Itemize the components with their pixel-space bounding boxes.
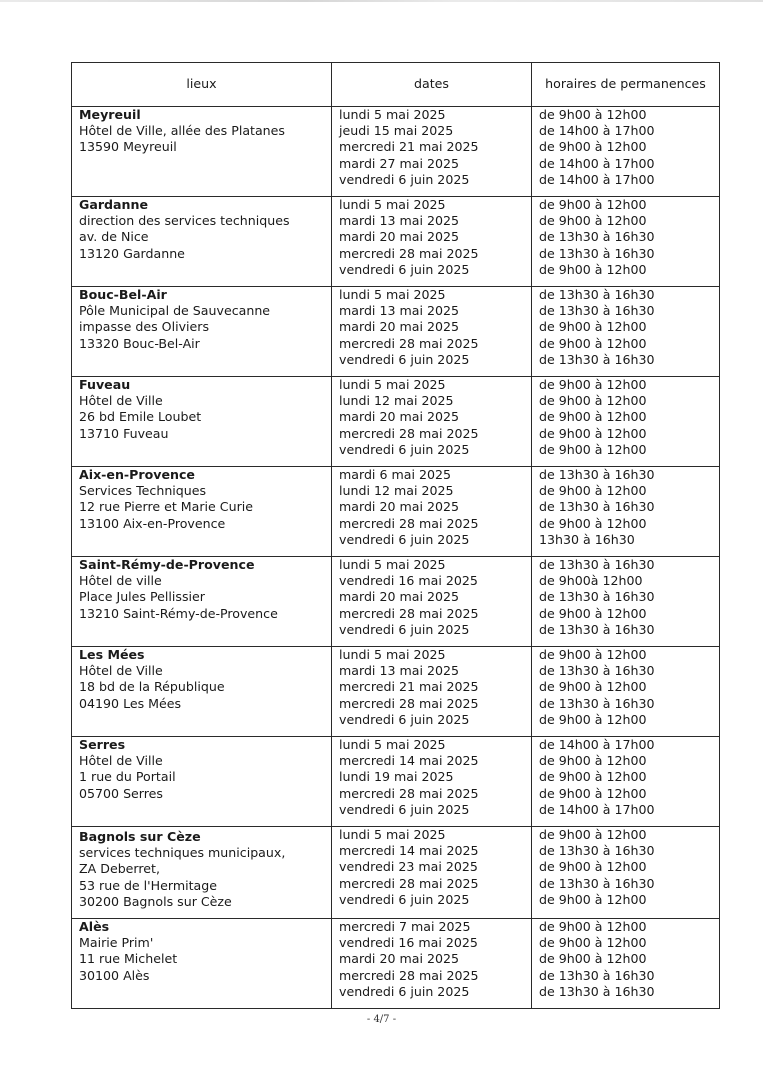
place-cell	[72, 647, 332, 737]
place-address-line: 53 rue de l'Hermitage	[79, 877, 217, 893]
hours-entry: de 13h30 à 16h30	[539, 663, 655, 679]
place-address-line: Hôtel de Ville	[79, 663, 163, 679]
scan-top-edge	[0, 0, 763, 2]
hours-entry: de 14h00 à 17h00	[539, 171, 655, 187]
dates-cell	[332, 557, 532, 647]
place-name: Bagnols sur Cèze	[79, 829, 201, 844]
dates-cell	[332, 737, 532, 827]
date-entry: mardi 13 mai 2025	[339, 663, 460, 679]
date-entry: lundi 5 mai 2025	[339, 197, 446, 212]
hours-entry: de 13h30 à 16h30	[539, 983, 655, 999]
hours-entry: de 13h30 à 16h30	[539, 287, 655, 302]
hours-entry: de 9h00 à 12h00	[539, 335, 647, 351]
hours-entry: de 9h00 à 12h00	[539, 393, 647, 409]
date-entry: mardi 20 mai 2025	[339, 951, 460, 967]
place-address-line: Hôtel de Ville, allée des Platanes	[79, 123, 285, 139]
date-entry: lundi 5 mai 2025	[339, 737, 446, 752]
date-entry: vendredi 6 juin 2025	[339, 711, 470, 727]
date-entry: mercredi 21 mai 2025	[339, 139, 479, 155]
place-address-line: direction des services techniques	[79, 213, 290, 229]
place-address-line: 18 bd de la République	[79, 679, 225, 695]
place-cell	[72, 377, 332, 467]
hours-cell	[532, 827, 720, 919]
hours-entry: de 9h00 à 12h00	[539, 261, 647, 277]
place-cell	[72, 197, 332, 287]
hours-entry: de 14h00 à 17h00	[539, 155, 655, 171]
hours-entry: de 9h00 à 12h00	[539, 827, 647, 842]
place-address-line: services techniques municipaux,	[79, 845, 286, 861]
date-entry: vendredi 16 mai 2025	[339, 935, 478, 951]
hours-entry: de 13h30 à 16h30	[539, 967, 655, 983]
date-entry: mardi 27 mai 2025	[339, 155, 460, 171]
date-entry: lundi 12 mai 2025	[339, 393, 454, 409]
date-entry: vendredi 6 juin 2025	[339, 531, 470, 547]
place-name: Alès	[79, 919, 110, 934]
hours-entry: de 9h00 à 12h00	[539, 891, 647, 907]
place-address-line: Hôtel de Ville	[79, 753, 163, 769]
table-row	[72, 197, 720, 287]
place-cell	[72, 557, 332, 647]
date-entry: lundi 12 mai 2025	[339, 483, 454, 499]
table-row	[72, 827, 720, 919]
date-entry: vendredi 6 juin 2025	[339, 983, 470, 999]
hours-entry: de 13h30 à 16h30	[539, 621, 655, 637]
date-entry: vendredi 6 juin 2025	[339, 621, 470, 637]
date-entry: lundi 19 mai 2025	[339, 769, 454, 785]
place-name: Les Mées	[79, 647, 145, 662]
table-row	[72, 737, 720, 827]
hours-entry: de 9h00 à 12h00	[539, 859, 647, 875]
place-cell	[72, 737, 332, 827]
date-entry: mercredi 28 mai 2025	[339, 605, 479, 621]
place-address-line: ZA Deberret,	[79, 861, 160, 877]
hours-cell	[532, 377, 720, 467]
hours-cell	[532, 647, 720, 737]
date-entry: vendredi 6 juin 2025	[339, 441, 470, 457]
hours-cell	[532, 197, 720, 287]
date-entry: lundi 5 mai 2025	[339, 647, 446, 662]
place-address-line: 30200 Bagnols sur Cèze	[79, 893, 232, 909]
table-row	[72, 107, 720, 197]
hours-entry: de 9h00 à 12h00	[539, 935, 647, 951]
hours-entry: de 14h00 à 17h00	[539, 123, 655, 139]
hours-entry: de 9h00 à 12h00	[539, 711, 647, 727]
place-address-line: 13710 Fuveau	[79, 425, 169, 441]
header-horaires: horaires de permanences	[532, 63, 720, 107]
table-row	[72, 647, 720, 737]
place-name: Gardanne	[79, 197, 149, 212]
date-entry: mercredi 28 mai 2025	[339, 425, 479, 441]
hours-cell	[532, 919, 720, 1009]
place-name: Serres	[79, 737, 126, 752]
place-cell	[72, 919, 332, 1009]
hours-cell	[532, 467, 720, 557]
place-address-line: Services Techniques	[79, 483, 207, 499]
date-entry: mardi 13 mai 2025	[339, 303, 460, 319]
date-entry: vendredi 6 juin 2025	[339, 351, 470, 367]
place-name: Saint-Rémy-de-Provence	[79, 557, 255, 572]
date-entry: mercredi 21 mai 2025	[339, 679, 479, 695]
place-address-line: 13590 Meyreuil	[79, 139, 177, 155]
place-address-line: 13120 Gardanne	[79, 245, 185, 261]
hours-entry: de 9h00 à 12h00	[539, 377, 647, 392]
hours-cell	[532, 557, 720, 647]
table-row	[72, 287, 720, 377]
table-header	[72, 63, 720, 107]
date-entry: mercredi 14 mai 2025	[339, 753, 479, 769]
date-entry: mercredi 28 mai 2025	[339, 695, 479, 711]
place-cell	[72, 107, 332, 197]
place-address-line: Mairie Prim'	[79, 935, 154, 951]
date-entry: mercredi 28 mai 2025	[339, 967, 479, 983]
hours-entry: de 9h00 à 12h00	[539, 409, 647, 425]
place-name: Bouc-Bel-Air	[79, 287, 167, 302]
date-entry: mercredi 28 mai 2025	[339, 245, 479, 261]
date-entry: mardi 20 mai 2025	[339, 499, 460, 515]
hours-entry: 13h30 à 16h30	[539, 531, 635, 547]
header-dates: dates	[332, 63, 532, 107]
place-address-line: 26 bd Emile Loubet	[79, 409, 202, 425]
date-entry: vendredi 6 juin 2025	[339, 171, 470, 187]
place-address-line: 13210 Saint-Rémy-de-Provence	[79, 605, 278, 621]
place-cell	[72, 287, 332, 377]
hours-entry: de 9h00 à 12h00	[539, 679, 647, 695]
place-address-line: 13100 Aix-en-Provence	[79, 515, 226, 531]
hours-entry: de 14h00 à 17h00	[539, 737, 655, 752]
date-entry: vendredi 6 juin 2025	[339, 891, 470, 907]
date-entry: mercredi 28 mai 2025	[339, 785, 479, 801]
place-name: Aix-en-Provence	[79, 467, 195, 482]
header-lieux: lieux	[72, 63, 332, 107]
hours-entry: de 9h00 à 12h00	[539, 951, 647, 967]
date-entry: mercredi 14 mai 2025	[339, 843, 479, 859]
hours-entry: de 13h30 à 16h30	[539, 245, 655, 261]
hours-cell	[532, 107, 720, 197]
hours-entry: de 9h00à 12h00	[539, 573, 643, 589]
date-entry: mercredi 28 mai 2025	[339, 875, 479, 891]
hours-entry: de 9h00 à 12h00	[539, 753, 647, 769]
table-row	[72, 377, 720, 467]
hours-entry: de 9h00 à 12h00	[539, 769, 647, 785]
hours-entry: de 13h30 à 16h30	[539, 589, 655, 605]
dates-cell	[332, 197, 532, 287]
date-entry: mercredi 28 mai 2025	[339, 335, 479, 351]
permanences-table	[71, 62, 720, 1009]
place-address-line: 13320 Bouc-Bel-Air	[79, 335, 200, 351]
place-address-line: Place Jules Pellissier	[79, 589, 205, 605]
date-entry: lundi 5 mai 2025	[339, 107, 446, 122]
hours-entry: de 9h00 à 12h00	[539, 647, 647, 662]
date-entry: mardi 20 mai 2025	[339, 589, 460, 605]
place-cell	[72, 827, 332, 919]
hours-entry: de 9h00 à 12h00	[539, 213, 647, 229]
hours-entry: de 9h00 à 12h00	[539, 605, 647, 621]
table-row	[72, 557, 720, 647]
hours-cell	[532, 737, 720, 827]
place-address-line: Pôle Municipal de Sauvecanne	[79, 303, 271, 319]
hours-entry: de 9h00 à 12h00	[539, 139, 647, 155]
date-entry: mardi 20 mai 2025	[339, 319, 460, 335]
hours-entry: de 9h00 à 12h00	[539, 197, 647, 212]
place-address-line: 1 rue du Portail	[79, 769, 176, 785]
place-address-line: 12 rue Pierre et Marie Curie	[79, 499, 254, 515]
hours-entry: de 13h30 à 16h30	[539, 557, 655, 572]
place-cell	[72, 467, 332, 557]
dates-cell	[332, 377, 532, 467]
date-entry: mercredi 28 mai 2025	[339, 515, 479, 531]
dates-cell	[332, 647, 532, 737]
place-address-line: 11 rue Michelet	[79, 951, 178, 967]
table-row	[72, 467, 720, 557]
hours-entry: de 9h00 à 12h00	[539, 319, 647, 335]
date-entry: jeudi 15 mai 2025	[339, 123, 454, 139]
dates-cell	[332, 919, 532, 1009]
date-entry: vendredi 23 mai 2025	[339, 859, 478, 875]
hours-entry: de 13h30 à 16h30	[539, 229, 655, 245]
hours-cell	[532, 287, 720, 377]
place-name: Meyreuil	[79, 107, 141, 122]
date-entry: vendredi 6 juin 2025	[339, 801, 470, 817]
hours-entry: de 9h00 à 12h00	[539, 107, 647, 122]
hours-entry: de 13h30 à 16h30	[539, 695, 655, 711]
hours-entry: de 13h30 à 16h30	[539, 875, 655, 891]
date-entry: lundi 5 mai 2025	[339, 827, 446, 842]
dates-cell	[332, 287, 532, 377]
header-row	[72, 63, 720, 107]
hours-entry: de 9h00 à 12h00	[539, 515, 647, 531]
dates-cell	[332, 107, 532, 197]
date-entry: vendredi 16 mai 2025	[339, 573, 478, 589]
hours-entry: de 13h30 à 16h30	[539, 843, 655, 859]
table-row	[72, 919, 720, 1009]
place-address-line: Hôtel de ville	[79, 573, 162, 589]
place-address-line: 04190 Les Mées	[79, 695, 182, 711]
hours-entry: de 13h30 à 16h30	[539, 499, 655, 515]
place-address-line: 05700 Serres	[79, 785, 163, 801]
place-address-line: av. de Nice	[79, 229, 149, 245]
hours-entry: de 9h00 à 12h00	[539, 425, 647, 441]
page-number: - 4/7 -	[366, 1014, 397, 1025]
date-entry: lundi 5 mai 2025	[339, 557, 446, 572]
table-body	[72, 107, 720, 1009]
place-address-line: 30100 Alès	[79, 967, 150, 983]
place-address-line: Hôtel de Ville	[79, 393, 163, 409]
hours-entry: de 9h00 à 12h00	[539, 483, 647, 499]
place-address-line: impasse des Oliviers	[79, 319, 210, 335]
date-entry: lundi 5 mai 2025	[339, 287, 446, 302]
hours-entry: de 13h30 à 16h30	[539, 351, 655, 367]
date-entry: mardi 13 mai 2025	[339, 213, 460, 229]
date-entry: mercredi 7 mai 2025	[339, 919, 471, 934]
hours-entry: de 13h30 à 16h30	[539, 303, 655, 319]
hours-entry: de 9h00 à 12h00	[539, 919, 647, 934]
dates-cell	[332, 467, 532, 557]
date-entry: mardi 20 mai 2025	[339, 229, 460, 245]
place-name: Fuveau	[79, 377, 131, 392]
hours-entry: de 14h00 à 17h00	[539, 801, 655, 817]
date-entry: vendredi 6 juin 2025	[339, 261, 470, 277]
dates-cell	[332, 827, 532, 919]
hours-entry: de 13h30 à 16h30	[539, 467, 655, 482]
hours-entry: de 9h00 à 12h00	[539, 785, 647, 801]
hours-entry: de 9h00 à 12h00	[539, 441, 647, 457]
date-entry: mardi 6 mai 2025	[339, 467, 451, 482]
date-entry: mardi 20 mai 2025	[339, 409, 460, 425]
date-entry: lundi 5 mai 2025	[339, 377, 446, 392]
